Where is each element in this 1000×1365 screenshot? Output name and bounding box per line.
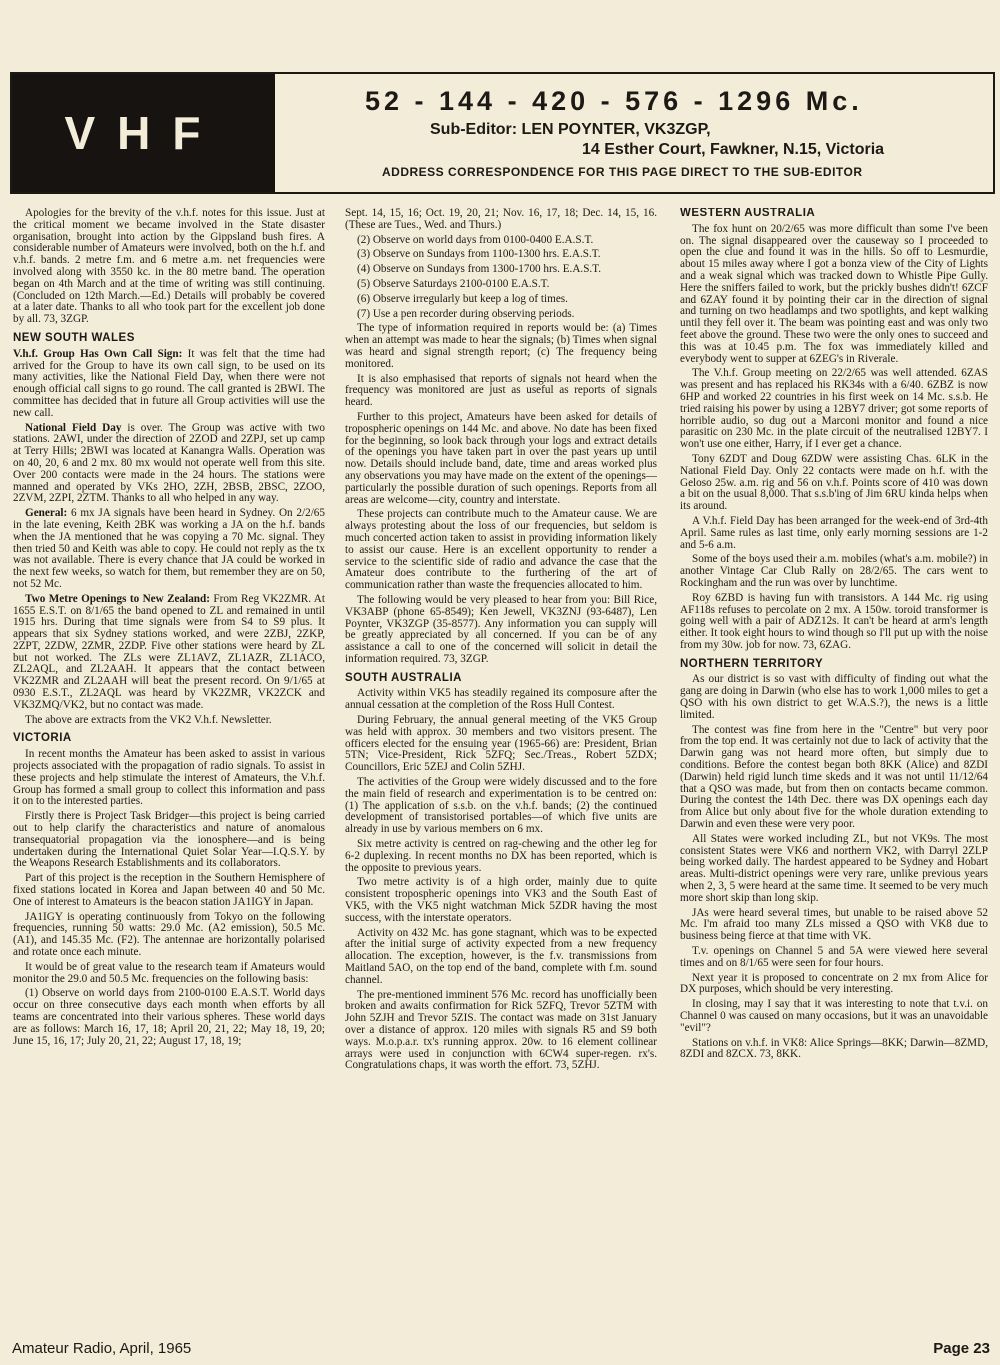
- paragraph: (3) Observe on Sundays from 1100-1300 hrs. E.A.S.T.: [357, 248, 601, 261]
- bands-heading: 52 - 144 - 420 - 576 - 1296 Mc.: [365, 86, 863, 116]
- paragraph: A V.h.f. Field Day has been arranged for the week-end of 3rd-4th April. Same rules as last time, only early morning sessions are 1-2 and 5-6 a.m.: [680, 514, 988, 551]
- paragraph: JA1IGY is operating continuously from Tokyo on the following frequencies, running 50 watts: 29.0 Mc. (A2 emission), 50.5 Mc. (A1), and 145.35 Mc. (F2). The antennae are horizontally polarised and rotate once each minute.: [13, 910, 325, 959]
- paragraph: In closing, may I say that it was interesting to note that t.v.i. on Channel 0 was caused on many occasions, but it was an unavoidable "evil"?: [680, 998, 988, 1034]
- paragraph: [13, 349, 325, 420]
- paragraph: During February, the annual general meeting of the VK5 Group was held with approx. 30 members and two visitors present. The officers elected for the ensuing year (1965-66) are: President, Brian 5TN; Vice-President, Rick 5ZFQ; Sec./Treas., Robert 5ZDX; Councillors, Eric 5ZEJ and Colin 5ZHJ.: [345, 714, 657, 774]
- column-3: [680, 208, 988, 1333]
- paragraph: It is also emphasised that reports of signals not heard when the frequency was monitored are just as useful as reports of signals heard.: [345, 372, 657, 409]
- heading-south-australia: SOUTH AUSTRALIA: [345, 671, 462, 684]
- paragraph: All States were worked including ZL, but not VK9s. The most consistent States were VK6 and northern VK2, with Darryl 2ZLP being worked daily. The hardest appeared to be Sydney and Hobart areas. Multi-district openings were very rare, unlike previous years when 2, 3, 5 were heard at the same time. It seemed to be very much more short skip than long skip.: [680, 832, 988, 904]
- paragraph: In recent months the Amateur has been asked to assist in various projects associated with the propagation of radio signals. To assist in these projects and help stimulate the interest of Amateurs, the V.h.f. Group has formed a small group to collect this information and pass it on to the interested parties.: [13, 748, 325, 808]
- paragraph-text: It was felt that the time had arrived for the Group to have its own call sign, to be used on its many activities, like the National Field Day, when there were not enough official call signs to go round. The call granted is 2BWI. The committee has decided that in future all Group activities will use the new call.: [13, 347, 325, 419]
- paragraph: It would be of great value to the research team if Amateurs would monitor the 29.0 and 50.5 Mc. frequencies on the following basis:: [13, 960, 325, 985]
- paragraph-text: 6 mx JA signals have been heard in Sydney. On 2/2/65 in the late evening, Keith 2BK was working a JA on the h.f. bands when the JA mentioned that he was copying a 70 Mc. signal. They then tried 50 and Keith was able to copy. He could not reply as the tx was not available. There is every chance that JA could be worked in the next few weeks, so watch for them, but remember they are on 50, not 52 Mc.: [13, 507, 325, 590]
- paragraph: [13, 594, 325, 712]
- paragraph: As our district is so vast with difficulty of finding out what the gang are doing in Darwin (who else has to work 1,000 miles to get a QSO with his own district to get W.A.S.?), the news is a little limited.: [680, 673, 988, 721]
- paragraph: JAs were heard several times, but unable to be raised above 52 Mc. I'm afraid too many ZLs missed a QSO with VK8 due to business being fierce at that time with VK.: [680, 906, 988, 943]
- paragraph: The type of information required in reports would be: (a) Times when an attempt was made to hear the signals; (b) Times when signal was heard and signal strength report; (c) The frequency being monitored.: [345, 322, 657, 370]
- paragraph: Sept. 14, 15, 16; Oct. 19, 20, 21; Nov. 16, 17, 18; Dec. 14, 15, 16. (These are Tues., Wed. and Thurs.): [345, 208, 657, 231]
- page-footer: [12, 1340, 990, 1360]
- paragraph-lead: General:: [25, 507, 68, 520]
- paragraph: (2) Observe on world days from 0100-0400 E.A.S.T.: [357, 233, 594, 246]
- paragraph: (6) Observe irregularly but keep a log of times.: [357, 292, 568, 305]
- column-2: [345, 208, 657, 1333]
- paragraph: (7) Use a pen recorder during observing periods.: [357, 307, 575, 320]
- paragraph: These projects can contribute much to the Amateur cause. We are always protesting about the loss of our frequencies, but seldom is much concerted action taken to assist in providing information likely to assist our cause. Here is an excellent opportunity to render a service to the scientific side of radio and advance the case that the Amateur does contribute to the furthering of the art of communication rather than waste the frequencies allocated to him.: [345, 508, 657, 592]
- paragraph: (4) Observe on Sundays from 1300-1700 hrs. E.A.S.T.: [357, 263, 602, 276]
- paragraph: Further to this project, Amateurs have been asked for details of tropospheric openings on 144 Mc. and above. No date has been fixed for the beginning, so look back through your logs and extract details of the openings you have taken part in over the past years up until now. Details should include band, date, time and areas worked plus any observations you may have made on the extent of the openings—particularly the possible duration of such openings. Reports from all areas are welcome—city, country and interstate.: [345, 410, 657, 506]
- column-1: [13, 208, 325, 1333]
- paragraph: The contest was fine from here in the "Centre" but very poor from the top end. It was certainly not due to lack of activity that the Darwin gang was not heard more often, but simply due to conditions. Before the contest began both 8KK (Alice) and 8ZDI (Darwin) held rigid lunch time skeds and it was not until 11/12/64 that a QSO was made, but from then on contacts became common. During the contest the 14th Dec. there was DX openings each day from Alice but only about five for the whole duration extending to Darwin and even these were very poor.: [680, 723, 988, 831]
- paragraph-lead: V.h.f. Group Has Own Call Sign:: [13, 347, 183, 360]
- paragraph: The activities of the Group were widely discussed and to the fore the main field of research and experimentation is to be centred on: (1) The application of s.s.b. on the v.h.f. bands; (2) the continued development of transistorised portables—of which five units are already in use by various members on 6 mx.: [345, 776, 657, 836]
- heading-western-australia: WESTERN AUSTRALIA: [680, 208, 816, 219]
- paragraph-text: From Reg VK2ZMR. At 1655 E.S.T. on 8/1/65 the band opened to ZL and remained in until 1915 hrs. During that time signals were from S4 to S9 plus. It appears that six Sydney stations worked, and were 2ZBJ, 2ZKP, 2ZPT, 2ZDW, 2ZMR, 2ZDP. Five other stations were heard by ZL but not worked. The ZLs were ZL1AVZ, ZL1AZR, ZL1ACO, ZL2AQL, and ZL2AAH. It appears that the contact between VK2ZMR and ZL2AAH will beat the present record. On 9/1/65 at 0930 E.S.T., ZL2AQL was heard by VK2ZMR, VK2ZCK and VK3ZMQ/VK2, but no contact was made.: [13, 592, 325, 711]
- sub-editor-address: 14 Esther Court, Fawkner, N.15, Victoria: [582, 141, 885, 158]
- paragraph-text: is over. The Group was active with two stations. 2AWI, under the direction of 2ZOD and 2ZPJ, set up camp at Terry Hills; 2BWI was located at Kanangra Walls. Operation was on 40, 20, 6 and 2 mx. 80 mx would not operate well from this site. Over 200 contacts were made in the 24 hours. The stations were manned and operated by VKs 2HO, 2ZH, 2BSB, 2BSC, 2ZOO, 2ZVM, 2ZPI, 2ZTM. Thanks to all who helped in any way.: [13, 421, 325, 505]
- paragraph: Part of this project is the reception in the Southern Hemisphere of fixed stations located in Korea and Japan between 40 and 50 Mc. One of interest to Amateurs is the beacon station JA1IGY in Japan.: [13, 872, 325, 908]
- heading-northern-territory: NORTHERN TERRITORY: [680, 657, 824, 670]
- paragraph: Roy 6ZBD is having fun with transistors. A 144 Mc. rig using AF118s refuses to percolate on 2 mx. A 150w. toroid transformer is going well with a pair of ADZ12s. It can't be heard at arm's length either. It took eight hours to wind though so I'll put up with the noise from my 30w. job for now. 73, 6ZAG.: [680, 591, 988, 651]
- header-text: [300, 86, 990, 179]
- paragraph: Some of the boys used their a.m. mobiles (what's a.m. mobile?) in another Vintage Car Club Rally on 28/2/65. The cars went to Rockingham and the run was over by lunchtime.: [680, 553, 988, 589]
- paragraph: Stations on v.h.f. in VK8: Alice Springs—8KK; Darwin—8ZMD, 8ZDI and 8ZCX. 73, 8KK.: [680, 1036, 988, 1061]
- heading-new-south-wales: NEW SOUTH WALES: [13, 331, 135, 344]
- paragraph: Six metre activity is centred on rag-chewing and the other leg for 6-2 duplexing. In recent months no DX has been reported, which is the opposite to previous years.: [345, 838, 657, 874]
- paragraph: The above are extracts from the VK2 V.h.f. Newsletter.: [25, 713, 272, 726]
- intro-paragraph: Apologies for the brevity of the v.h.f. notes for this issue. Just at the critical moment we became involved in the State disaster organisation, brought into action by the Gippsland bush fires. A considerable number of Amateurs were involved, both on the h.f. and v.h.f. bands. 2 metre f.m. and 6 metre a.m. net frequencies were involved along with 3550 kc. in the 80 metre band. The operation began on 4th March and at the time of writing was still continuing. (Concluded on 12th March.—Ed.) Details will probably be covered at a later date. Thanks to all who took part for the excellent job done by all. 73, 3ZGP.: [13, 208, 325, 326]
- section-title: VHF: [12, 74, 275, 192]
- paragraph: The V.h.f. Group meeting on 22/2/65 was well attended. 6ZAS was present and has replaced his RK34s with a 6/40. 6ZBZ is now 6HP and worked 22 countries in his first week on 14 Mc. s.s.b. He tried raising his power by using a 12BY7 driver; got some reports of horrible audio, so dug out a Marconi monitor and found a nice parasitic on 230 Mc. in the plate circuit of the neutralised 12BY7. I won't use one either, Harry, if I ever get a chance.: [680, 367, 988, 451]
- paragraph: Firstly there is Project Task Bridger—this project is being carried out to help clarify the characteristics and nature of anomalous transequatorial propagation via the ionosphere—and is being undertaken during the International Quiet Solar Year—I.Q.S.Y. by the Weapons Research Establishments and its collaborators.: [13, 810, 325, 870]
- paragraph: (1) Observe on world days from 2100-0100 E.A.S.T. World days occur on three consecutive days each month when efforts by all teams are concentrated into their various spheres. These world days are as follows: March 16, 17, 18; April 20, 21, 22; May 18, 19, 20; June 15, 16, 17; July 20, 21, 22; August 17, 18, 19;: [13, 987, 325, 1047]
- paragraph: The pre-mentioned imminent 576 Mc. record has unofficially been broken and awaits confirmation for Rick 5ZFQ, Trevor 5ZTM with John 5ZJH and Trevor 5ZIS. The contact was made on 31st January over a distance of approx. 120 miles with signals R5 and S9 both ways. M.o.p.a.r. tx's running approx. 20w. to 16 element collinear arrays were used in conjunction with 6CW4 super-regen. rx's. Congratulations chaps, it was worth the effort. 73, 5ZHJ.: [345, 988, 657, 1072]
- paragraph: Activity on 432 Mc. has gone stagnant, which was to be expected after the initial surge of activity expected from a new frequency allocation. The exception, however, is the f.v. transmissions from Maitland 5AO, on the top end of the band, complete with f.m. sound channel.: [345, 926, 657, 986]
- paragraph: (5) Observe Saturdays 2100-0100 E.A.S.T.: [357, 277, 550, 290]
- footer-publication: Amateur Radio, April, 1965: [12, 1340, 192, 1357]
- paragraph: [13, 508, 325, 591]
- paragraph: T.v. openings on Channel 5 and 5A were viewed here several times and on 8/1/65 were seen for four hours.: [680, 945, 988, 969]
- sub-editor: Sub-Editor: LEN POYNTER, VK3ZGP,: [430, 121, 711, 138]
- paragraph: Tony 6ZDT and Doug 6ZDW were assisting Chas. 6LK in the National Field Day. Only 22 contacts were made on h.f. with the Geloso 25w. a.m. rig and 56 on v.h.f. Points score of 410 was down a bit on the usual 8,000. That s.s.b'ing of Jim 6RU kinda helps when its around.: [680, 452, 988, 513]
- footer-page-number: Page 23: [933, 1340, 990, 1357]
- paragraph: Next year it is proposed to concentrate on 2 mx from Alice for DX purposes, which should be very interesting.: [680, 971, 988, 996]
- paragraph: The following would be very pleased to hear from you: Bill Rice, VK3ABP (phone 65-8549); Ken Jewell, VK3ZNJ (93-6487), Len Poynter, VK3ZGP (35-8577). Any information you can supply will be greatly appreciated by all concerned. If you can be of any assistance a call to one of the concerned will solicit in detail the information required. 73, 3ZGP.: [345, 593, 657, 665]
- paragraph: The fox hunt on 20/2/65 was more difficult than some I've been on. The signal disappeared over the causeway so I proceeded to open the clue and found it was in the hills. So off to Lesmurdie, about 15 miles away where I got a bonza view of the City of Lights and a weak signal which was tracked down to Whistle Pipe Gully. Here the sniffers failed to work, but the prickly bushes didn't! 6ZCF and 6ZAY found it by pointing their car in the direction of signal and turning on two headlamps and two spotlights, and kept walking until they fell over it. The beam was pointing east and was only two feet above the ground. These two were the only ones to succeed and this was at 10.45 p.m. The fox was immediately killed and everybody went to supper at 6ZEG's in Riverale.: [680, 222, 988, 365]
- paragraph: Two metre activity is of a high order, mainly due to quite consistent tropospheric openings into VK3 and the South East of VK5, with the VK5 night watchman Mick 5ZDR having the most success, with the interstate operators.: [345, 876, 657, 924]
- paragraph: Activity within VK5 has steadily regained its composure after the annual cessation at the completion of the Ross Hull Contest.: [345, 687, 657, 712]
- paragraph: [13, 423, 325, 506]
- heading-victoria: VICTORIA: [13, 732, 72, 745]
- paragraph-lead: Two Metre Openings to New Zealand:: [25, 592, 210, 605]
- correspondence-note: ADDRESS CORRESPONDENCE FOR THIS PAGE DIRECT TO THE SUB-EDITOR: [382, 165, 863, 179]
- paragraph-lead: National Field Day: [25, 421, 122, 434]
